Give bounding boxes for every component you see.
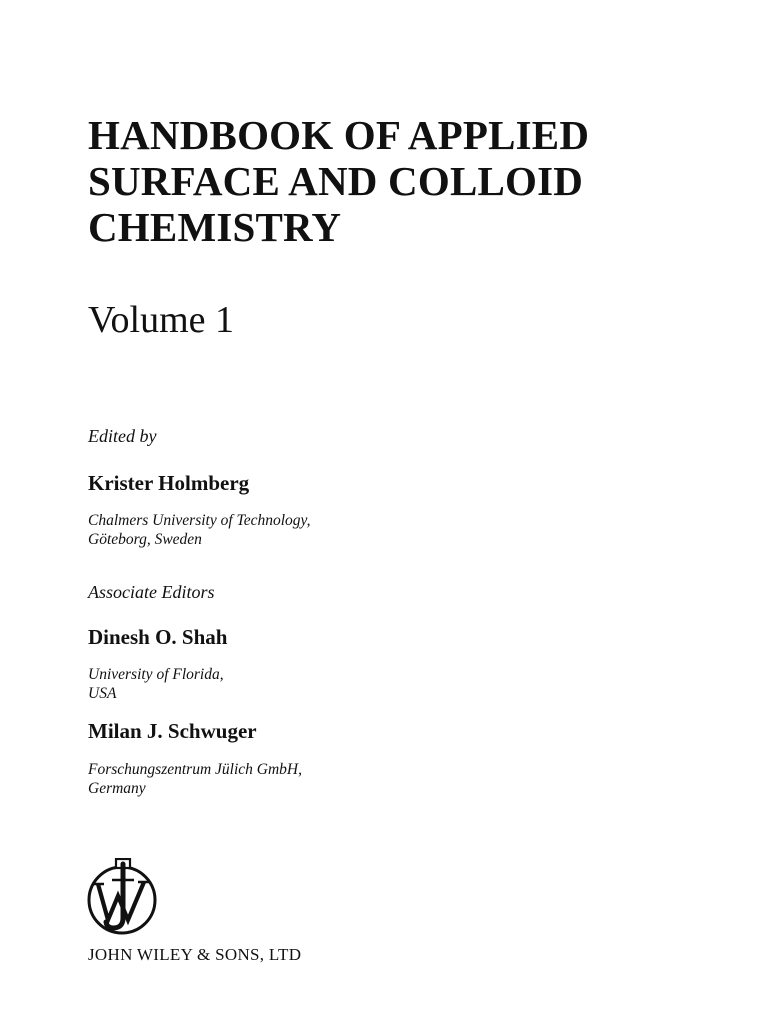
- editor-affiliation-line-2: Göteborg, Sweden: [88, 531, 202, 548]
- volume-number: Volume 1: [88, 299, 235, 341]
- associate-editors-label: Associate Editors: [88, 582, 215, 602]
- edited-by-label: Edited by: [88, 426, 157, 446]
- book-title-line-1: HANDBOOK OF APPLIED: [88, 112, 590, 158]
- book-title: [88, 112, 728, 250]
- associate-editor-affiliation-2-line-1: Forschungszentrum Jülich GmbH,: [88, 761, 302, 778]
- associate-editor-affiliation-2-line-2: Germany: [88, 780, 146, 797]
- associate-editor-name-1: Dinesh O. Shah: [88, 625, 228, 649]
- associate-editor-affiliation-1-line-2: USA: [88, 685, 117, 702]
- associate-editor-affiliation-1-line-1: University of Florida,: [88, 666, 224, 683]
- associate-editor-affiliation-2: [88, 760, 302, 798]
- editor-affiliation: [88, 511, 310, 549]
- publisher-name: JOHN WILEY & SONS, LTD: [88, 945, 302, 964]
- editor-affiliation-line-1: Chalmers University of Technology,: [88, 512, 311, 529]
- associate-editor-name-2: Milan J. Schwuger: [88, 719, 257, 743]
- wiley-jw-monogram-icon: [86, 858, 158, 936]
- book-title-line-3: CHEMISTRY: [88, 204, 342, 250]
- editor-name: Krister Holmberg: [88, 471, 250, 495]
- associate-editor-affiliation-1: [88, 665, 224, 703]
- book-title-line-2: SURFACE AND COLLOID: [88, 158, 584, 204]
